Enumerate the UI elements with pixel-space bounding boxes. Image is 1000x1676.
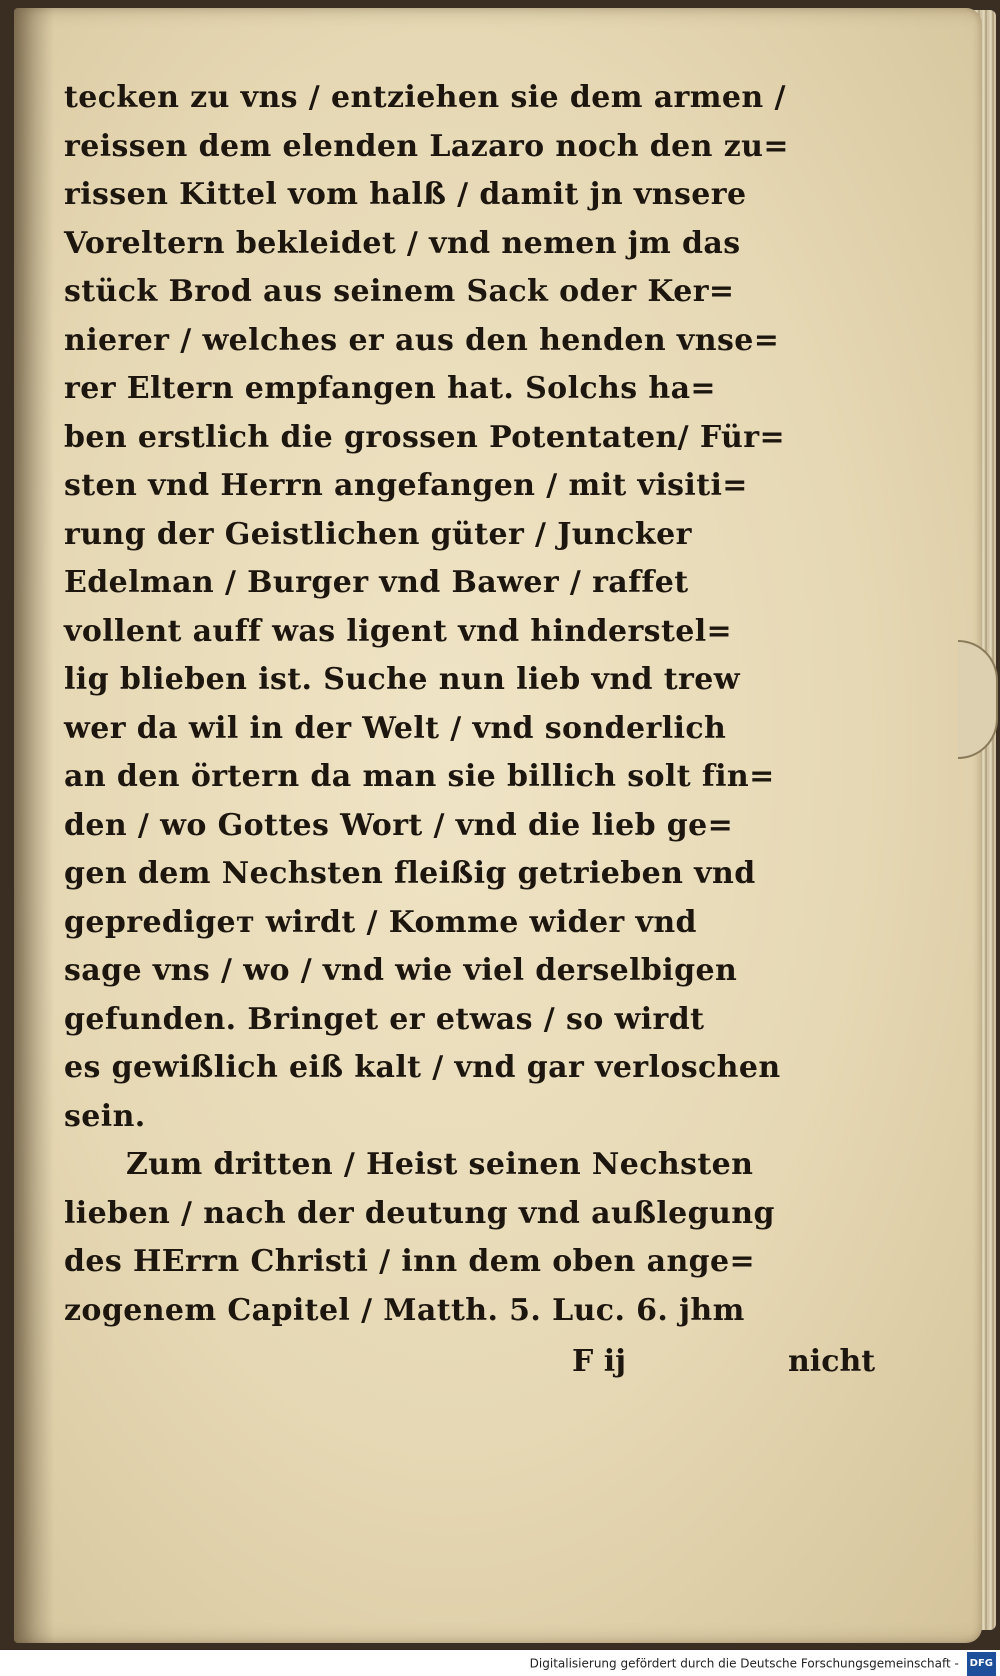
text-line: es gewißlich eiß kalt / vnd gar verloschen bbox=[64, 1050, 781, 1085]
text-line: rissen Kittel vom halß / damit jn vnsere bbox=[64, 177, 747, 212]
text-line: zogenem Capitel / Matth. 5. Luc. 6. jhm bbox=[64, 1292, 745, 1328]
text-line: sein. bbox=[64, 1098, 146, 1134]
dfg-logo: DFG bbox=[967, 1652, 996, 1676]
body-text bbox=[64, 74, 864, 1335]
text-line: tecken zu vns / entziehen sie dem armen / bbox=[64, 80, 786, 115]
text-line: reissen dem elenden Lazaro noch den zu= bbox=[64, 128, 789, 164]
text-line: rung der Geistlichen güter / Juncker bbox=[64, 516, 692, 552]
text-line: gepredigет wirdt / Komme wider vnd bbox=[64, 904, 697, 940]
text-line: wer da wil in der Welt / vnd sonderlich bbox=[64, 710, 727, 746]
text-line: des HErrn Christi / inn dem oben ange= bbox=[64, 1244, 756, 1279]
text-line: Voreltern bekleidet / vnd nemen jm das bbox=[64, 225, 741, 261]
text-line: stück Brod aus seinem Sack oder Ker= bbox=[64, 274, 735, 309]
spine-shadow bbox=[14, 8, 54, 1643]
text-line: vollent auff was ligent vnd hinderstel= bbox=[64, 613, 733, 649]
paragraph-start-line: Zum dritten / Heist seinen Nechsten bbox=[126, 1147, 754, 1182]
text-line: ben erstlich die grossen Potentaten/ Für= bbox=[64, 419, 785, 455]
digitization-credit bbox=[0, 1652, 996, 1674]
text-line: nierer / welches er aus den henden vnse= bbox=[64, 322, 780, 358]
page-footer-line bbox=[64, 1338, 876, 1386]
credit-text: Digitalisierung gefördert durch die Deutsche Forschungsgemeinschaft - bbox=[529, 1656, 959, 1671]
text-line: rer Eltern empfangen hat. Solchs ha= bbox=[64, 371, 716, 406]
text-line: an den örtern da man sie billich solt fin= bbox=[64, 759, 775, 794]
text-line: gen dem Nechsten fleißig getrieben vnd bbox=[64, 856, 756, 891]
text-line: lig blieben ist. Suche nun lieb vnd trew bbox=[64, 662, 740, 697]
text-line: lieben / nach der deutung vnd außlegung bbox=[64, 1195, 775, 1231]
signature-mark: F ij bbox=[572, 1344, 626, 1379]
catchword: nicht bbox=[788, 1344, 876, 1379]
text-line: Edelman / Burger vnd Bawer / raffet bbox=[64, 565, 689, 600]
text-line: gefunden. Bringet er etwas / so wirdt bbox=[64, 1001, 705, 1037]
text-line: den / wo Gottes Wort / vnd die lieb ge= bbox=[64, 807, 734, 843]
text-line: sten vnd Herrn angefangen / mit visiti= bbox=[64, 468, 748, 503]
text-line: sage vns / wo / vnd wie viel derselbigen bbox=[64, 953, 738, 988]
